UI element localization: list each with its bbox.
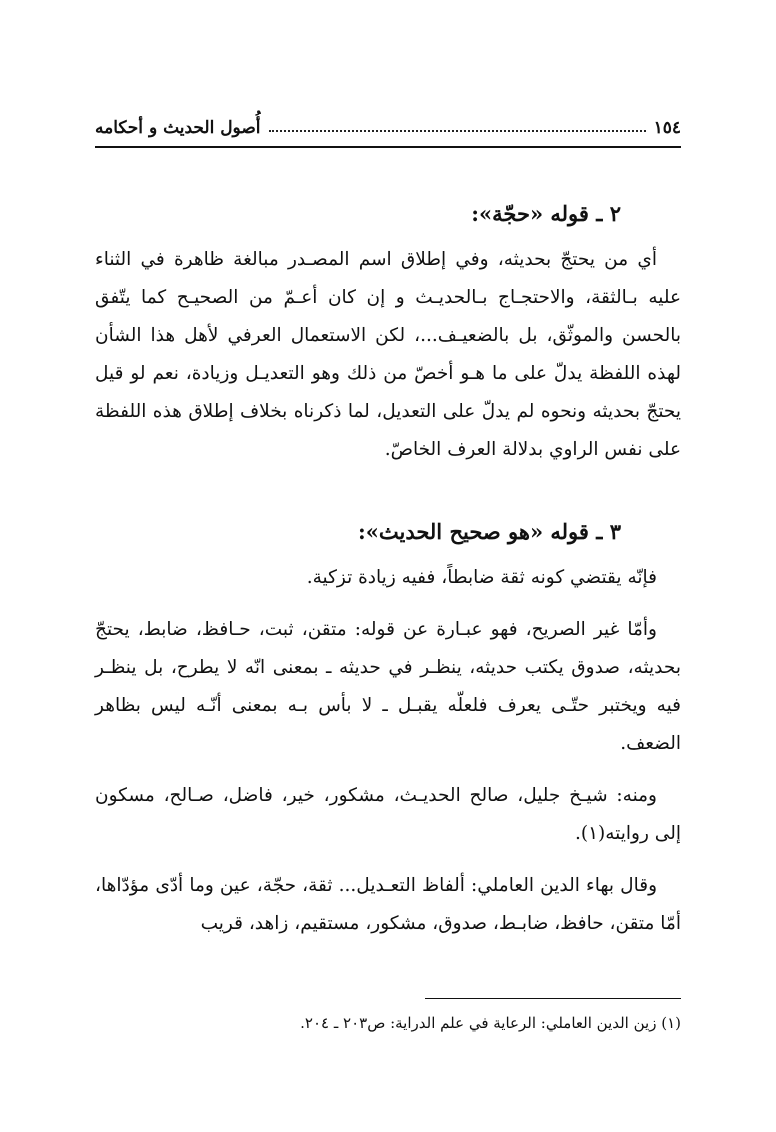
footnote-separator	[425, 998, 681, 999]
header-rule	[95, 146, 681, 148]
footnote: (١) زين الدين العاملي: الرعاية في علم الدراية: ص٢٠٣ ـ ٢٠٤.	[300, 1014, 681, 1032]
paragraph: وقال بهاء الدين العاملي: ألفاظ التعـديل... ثقة، حجّة، عين وما أدّى مؤدّاها، أمّا متقن، حافظ، ضابـط، صدوق، مشكور، مستقيم، زاهد، قريب	[95, 875, 681, 934]
book-title: أُصول الحديث و أحكامه	[95, 118, 261, 138]
page-body	[95, 195, 681, 949]
paragraph: ومنه: شيـخ جليل، صالح الحديـث، مشكور، خير، فاضل، صـالح، مسكون إلى روايته(١).	[95, 785, 681, 844]
section-heading-sahih-al-hadith: ٣ ـ قوله «هو صحيح الحديث»:	[357, 519, 621, 544]
paragraph: أي من يحتجّ بحديثه، وفي إطلاق اسم المصـدر مبالغة ظاهرة في الثناء عليه بـالثقة، والاحتجـاج بـالحديـث و إن كان أعـمّ من الصحيـح كما يتّفق بالحسن والموثّق، بل بالضعيـف...، لكن الاستعمال العرفي لأهل هذا الشأن لهذه اللفظة يدلّ على ما هـو أخصّ من ذلك وهو التعديـل وزيادة، نعم لو قيل يحتجّ بحديثه ونحوه لم يدلّ على التعديل، لما ذكرناه بخلاف إطلاق هذه اللفظة على نفس الراوي بدلالة العرف الخاصّ.	[95, 249, 681, 460]
running-header	[95, 106, 681, 138]
section-heading-hujja: ٢ ـ قوله «حجّة»:	[471, 201, 621, 226]
header-leader-dots	[269, 130, 646, 132]
page-number: ١٥٤	[653, 118, 681, 138]
paragraph: وأمّا غير الصريح، فهو عبـارة عن قوله: متقن، ثبت، حـافظ، ضابط، يحتجّ بحديثه، صدوق يكتب حديثه، ينظـر في حديثه ـ بمعنى انّه لا يطرح، بل ينظـر فيه ويختبر حتّـى يعرف فلعلّه يقبـل ـ لا بأس بـه بمعنى أنّـه ليس بظاهر الضعف.	[95, 619, 681, 754]
paragraph: فإنّه يقتضي كونه ثقة ضابطاً، ففيه زيادة تزكية.	[306, 567, 657, 588]
